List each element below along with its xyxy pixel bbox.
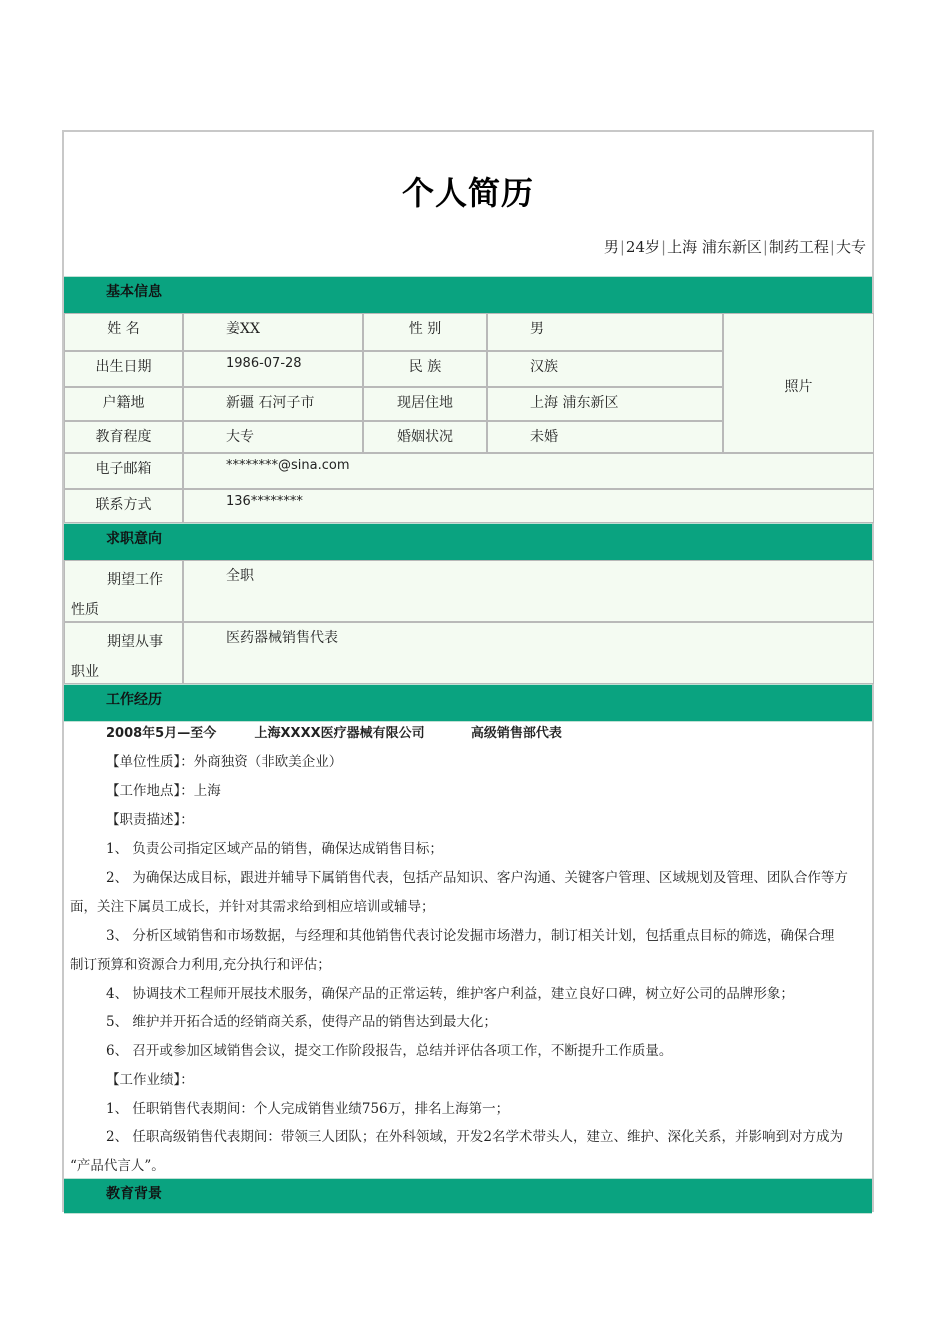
duty-3-line2: 制订预算和资源合力利用,充分执行和评估； (70, 957, 331, 973)
label-email: 电子邮箱 (64, 453, 183, 489)
achievement-2-line2: “产品代言人”。 (70, 1158, 165, 1174)
label-education: 教育程度 (64, 421, 183, 453)
label-marital: 婚姻状况 (363, 421, 487, 453)
duty-1: 1、 负责公司指定区域产品的销售，确保达成销售目标； (106, 841, 443, 857)
achievement-2-line1: 2、 任职高级销售代表期间：带领三人团队；在外科领域，开发2名学术带头人，建立、维护、深化关系，并影响到对方成为 (106, 1129, 843, 1145)
photo-placeholder: 照片 (723, 313, 874, 453)
job-company: 上海XXXX医疗器械有限公司 (254, 726, 425, 741)
summary-line: 男|24岁|上海 浦东新区|制药工程|大专 (603, 238, 866, 256)
label-job-type-line1: 期望工作 (107, 572, 163, 588)
job-location: 【工作地点】：上海 (106, 783, 221, 799)
value-education: 大专 (183, 421, 363, 453)
value-marital: 未婚 (487, 421, 723, 453)
achievements-title: 【工作业绩】： (106, 1072, 194, 1088)
label-name: 姓 名 (64, 313, 183, 351)
job-position: 高级销售部代表 (470, 726, 562, 741)
label-gender: 性 别 (363, 313, 487, 351)
duties-title: 【职责描述】： (106, 812, 194, 828)
section-title-work: 工作经历 (106, 692, 162, 708)
label-ethnic: 民 族 (363, 351, 487, 387)
summary-location: 上海 浦东新区 (667, 238, 762, 256)
duty-2-line1: 2、 为确保达成目标，跟进并辅导下属销售代表，包括产品知识、客户沟通、关键客户管理、区域规划及管理、团队合作等方 (106, 870, 848, 886)
summary-degree: 大专 (835, 238, 866, 256)
duty-3-line1: 3、 分析区域销售和市场数据，与经理和其他销售代表讨论发掘市场潜力，制订相关计划，包括重点目标的筛选，确保合理 (106, 928, 835, 944)
duty-6: 6、 召开或参加区域销售会议，提交工作阶段报告，总结并评估各项工作，不断提升工作质量。 (106, 1043, 673, 1059)
section-title-basic: 基本信息 (106, 284, 162, 300)
job-nature: 【单位性质】：外商独资（非欧美企业） (106, 754, 343, 770)
job-heading (106, 722, 866, 741)
label-phone: 联系方式 (64, 489, 183, 523)
summary-major: 制药工程 (768, 238, 829, 256)
value-name: 姜XX (183, 313, 363, 351)
label-birth: 出生日期 (64, 351, 183, 387)
duty-5: 5、 维护并开拓合适的经销商关系，使得产品的销售达到最大化； (106, 1014, 497, 1030)
duty-2-line2: 面，关注下属员工成长，并针对其需求给到相应培训或辅导； (70, 899, 435, 915)
duty-4: 4、 协调技术工程师开展技术服务，确保产品的正常运转，维护客户利益，建立良好口碑，树立好公司的品牌形象； (106, 986, 794, 1002)
resume-document (62, 130, 874, 1212)
work-experience (64, 720, 872, 1176)
section-header-intent (64, 523, 872, 561)
label-job-field-line2: 职业 (71, 664, 99, 680)
section-header-basic (64, 276, 872, 314)
job-period: 2008年5月—至今 (106, 726, 217, 741)
section-title-education: 教育背景 (106, 1186, 162, 1202)
label-job-type (64, 560, 183, 622)
summary-gender: 男 (603, 238, 619, 256)
value-phone: 136******** (183, 489, 874, 523)
section-header-work (64, 684, 872, 722)
value-ethnic: 汉族 (487, 351, 723, 387)
label-residence: 现居住地 (363, 387, 487, 421)
section-header-education (64, 1178, 872, 1214)
label-job-field (64, 622, 183, 684)
value-email: ********@sina.com (183, 453, 874, 489)
achievement-1: 1、 任职销售代表期间：个人完成销售业绩756万，排名上海第一； (106, 1101, 510, 1117)
value-job-field: 医药器械销售代表 (183, 622, 874, 684)
value-hukou: 新疆 石河子市 (183, 387, 363, 421)
label-hukou: 户籍地 (64, 387, 183, 421)
value-residence: 上海 浦东新区 (487, 387, 723, 421)
value-birth: 1986-07-28 (183, 351, 363, 387)
section-title-intent: 求职意向 (106, 531, 162, 547)
summary-age: 24岁 (625, 238, 660, 256)
page-title: 个人简历 (401, 174, 534, 212)
value-job-type: 全职 (183, 560, 874, 622)
label-job-type-line2: 性质 (71, 602, 99, 618)
value-gender: 男 (487, 313, 723, 351)
label-job-field-line1: 期望从事 (107, 634, 163, 650)
